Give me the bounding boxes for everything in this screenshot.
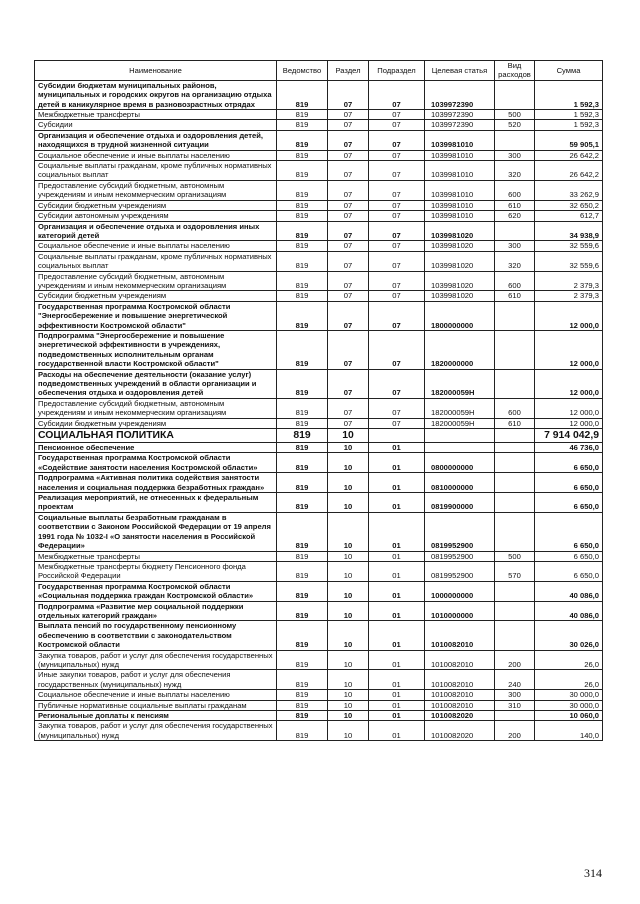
cell-target-article: 1039981010 [425,180,495,200]
table-row [35,690,603,700]
table-row [35,180,603,200]
table-row [35,670,603,690]
cell-expense-type [495,369,535,398]
cell-name: Закупка товаров, работ и услуг для обеспечения государственных (муниципальных) нужд [35,721,277,741]
cell-sum: 6 650,0 [535,453,603,473]
cell-podrazdel: 07 [369,211,425,221]
cell-podrazdel: 01 [369,711,425,721]
cell-expense-type: 200 [495,721,535,741]
cell-target-article: 1039981020 [425,251,495,271]
cell-sum: 34 938,9 [535,221,603,241]
cell-expense-type: 240 [495,670,535,690]
cell-target-article: 1800000000 [425,301,495,330]
cell-sum: 1 592,3 [535,120,603,130]
cell-ved: 819 [277,493,328,513]
table-row [35,453,603,473]
cell-ved: 819 [277,161,328,181]
cell-ved: 819 [277,429,328,443]
cell-razdel: 10 [328,621,369,650]
cell-target-article: 1010082010 [425,650,495,670]
cell-razdel: 07 [328,418,369,428]
cell-target-article: 182000059Н [425,398,495,418]
cell-sum: 32 559,6 [535,241,603,251]
cell-podrazdel: 01 [369,561,425,581]
cell-sum: 12 000,0 [535,369,603,398]
cell-podrazdel: 01 [369,551,425,561]
cell-podrazdel [369,429,425,443]
cell-target-article: 1039972390 [425,110,495,120]
table-row [35,330,603,369]
cell-name: Подпрограмма «Развитие мер социальной поддержки отдельных категорий граждан» [35,601,277,621]
cell-name: Государственная программа Костромской области «Социальная поддержка граждан Костромской области» [35,581,277,601]
cell-podrazdel: 01 [369,700,425,710]
cell-expense-type [495,453,535,473]
cell-sum: 140,0 [535,721,603,741]
cell-ved: 819 [277,330,328,369]
cell-sum: 12 000,0 [535,301,603,330]
cell-razdel: 07 [328,161,369,181]
cell-ved: 819 [277,241,328,251]
cell-name: Публичные нормативные социальные выплаты гражданам [35,700,277,710]
table-row [35,581,603,601]
cell-podrazdel: 07 [369,330,425,369]
cell-ved: 819 [277,301,328,330]
cell-podrazdel: 07 [369,120,425,130]
cell-sum: 33 262,9 [535,180,603,200]
cell-expense-type [495,429,535,443]
cell-razdel: 07 [328,150,369,160]
cell-name: Государственная программа Костромской области "Энергосбережение и повышение энергетической эффективности Костромской области" [35,301,277,330]
cell-ved: 819 [277,211,328,221]
cell-razdel: 07 [328,291,369,301]
cell-name: Социальные выплаты гражданам, кроме публичных нормативных социальных выплат [35,161,277,181]
cell-ved: 819 [277,700,328,710]
cell-podrazdel: 07 [369,291,425,301]
cell-razdel: 07 [328,369,369,398]
cell-razdel: 10 [328,512,369,551]
table-row [35,650,603,670]
cell-sum: 7 914 042,9 [535,429,603,443]
cell-expense-type [495,80,535,109]
cell-sum: 12 000,0 [535,330,603,369]
cell-ved: 819 [277,561,328,581]
cell-ved: 819 [277,130,328,150]
cell-podrazdel: 07 [369,398,425,418]
cell-target-article: 1010082020 [425,721,495,741]
table-row [35,601,603,621]
cell-razdel: 07 [328,330,369,369]
header-name: Наименование [35,61,277,81]
cell-expense-type: 600 [495,180,535,200]
cell-ved: 819 [277,711,328,721]
cell-name: Субсидии [35,120,277,130]
cell-expense-type: 570 [495,561,535,581]
cell-podrazdel: 01 [369,473,425,493]
table-row [35,241,603,251]
table-row [35,711,603,721]
cell-name: Социальные выплаты гражданам, кроме публичных нормативных социальных выплат [35,251,277,271]
cell-sum: 2 379,3 [535,291,603,301]
cell-razdel: 10 [328,429,369,443]
cell-target-article: 1010082010 [425,700,495,710]
cell-sum: 46 736,0 [535,443,603,453]
table-row [35,150,603,160]
cell-expense-type [495,601,535,621]
cell-podrazdel: 07 [369,418,425,428]
cell-ved: 819 [277,221,328,241]
cell-name: Межбюджетные трансферты [35,551,277,561]
cell-podrazdel: 07 [369,110,425,120]
cell-expense-type [495,581,535,601]
cell-expense-type [495,621,535,650]
cell-razdel: 10 [328,721,369,741]
cell-target-article: 0819952900 [425,551,495,561]
cell-expense-type [495,512,535,551]
cell-target-article: 1039981010 [425,211,495,221]
header-ved: Ведомство [277,61,328,81]
cell-expense-type [495,330,535,369]
cell-sum: 6 650,0 [535,512,603,551]
cell-sum: 6 650,0 [535,493,603,513]
cell-sum: 12 000,0 [535,398,603,418]
cell-sum: 30 000,0 [535,690,603,700]
cell-podrazdel: 07 [369,180,425,200]
cell-target-article [425,429,495,443]
cell-target-article: 1039981020 [425,291,495,301]
cell-name: Организация и обеспечение отдыха и оздоровления детей, находящихся в трудной жизненной ситуации [35,130,277,150]
cell-razdel: 07 [328,180,369,200]
cell-razdel: 07 [328,130,369,150]
cell-name: Иные закупки товаров, работ и услуг для обеспечения государственных (муниципальных) нужд [35,670,277,690]
cell-name: Расходы на обеспечение деятельности (оказание услуг) подведомственных учреждений в области организации и обеспечения отдыха и оздоровления детей [35,369,277,398]
cell-target-article: 0819900000 [425,493,495,513]
cell-name: Государственная программа Костромской области «Содействие занятости населения Костромской области» [35,453,277,473]
cell-expense-type: 610 [495,418,535,428]
cell-podrazdel: 01 [369,650,425,670]
cell-target-article: 182000059Н [425,418,495,428]
cell-ved: 819 [277,110,328,120]
cell-target-article [425,443,495,453]
cell-expense-type: 600 [495,271,535,291]
cell-expense-type: 500 [495,551,535,561]
cell-razdel: 07 [328,211,369,221]
cell-razdel: 07 [328,241,369,251]
cell-razdel: 07 [328,301,369,330]
cell-name: Предоставление субсидий бюджетным, автономным учреждениям и иным некоммерческим организациям [35,398,277,418]
cell-ved: 819 [277,271,328,291]
cell-razdel: 10 [328,690,369,700]
cell-podrazdel: 07 [369,271,425,291]
cell-podrazdel: 07 [369,200,425,210]
cell-razdel: 10 [328,453,369,473]
cell-ved: 819 [277,180,328,200]
cell-razdel: 10 [328,561,369,581]
cell-ved: 819 [277,369,328,398]
cell-ved: 819 [277,581,328,601]
cell-name: Социальное обеспечение и иные выплаты населению [35,690,277,700]
cell-podrazdel: 01 [369,493,425,513]
cell-name: Субсидии бюджетным учреждениям [35,418,277,428]
cell-podrazdel: 01 [369,621,425,650]
cell-ved: 819 [277,512,328,551]
cell-ved: 819 [277,80,328,109]
cell-name: Региональные доплаты к пенсиям [35,711,277,721]
cell-razdel: 07 [328,398,369,418]
cell-target-article: 0819952900 [425,561,495,581]
cell-razdel: 10 [328,493,369,513]
cell-sum: 30 000,0 [535,700,603,710]
cell-name: Закупка товаров, работ и услуг для обеспечения государственных (муниципальных) нужд [35,650,277,670]
cell-razdel: 07 [328,110,369,120]
cell-name: Подпрограмма «Активная политика содействия занятости населения и социальная поддержка безработных граждан» [35,473,277,493]
cell-expense-type: 300 [495,150,535,160]
cell-ved: 819 [277,601,328,621]
cell-sum: 612,7 [535,211,603,221]
cell-sum: 40 086,0 [535,601,603,621]
cell-sum: 59 905,1 [535,130,603,150]
table-row [35,700,603,710]
header-podrazdel: Подраздел [369,61,425,81]
cell-ved: 819 [277,398,328,418]
cell-expense-type: 500 [495,110,535,120]
cell-podrazdel: 01 [369,581,425,601]
table-row [35,130,603,150]
cell-expense-type: 600 [495,398,535,418]
cell-razdel: 07 [328,221,369,241]
cell-name: Подпрограмма "Энергосбережение и повышение энергетической эффективности в учреждениях, подведомственных исполнительным органам государственной власти Костромской области" [35,330,277,369]
table-row [35,291,603,301]
cell-ved: 819 [277,650,328,670]
cell-podrazdel: 01 [369,512,425,551]
header-target-article: Целевая статья [425,61,495,81]
cell-podrazdel: 01 [369,443,425,453]
cell-name: Субсидии бюджетным учреждениям [35,200,277,210]
cell-sum: 30 026,0 [535,621,603,650]
cell-target-article: 1010082020 [425,711,495,721]
table-row [35,200,603,210]
cell-podrazdel: 01 [369,721,425,741]
table-body [35,80,603,740]
cell-razdel: 07 [328,251,369,271]
table-row [35,512,603,551]
cell-name: Предоставление субсидий бюджетным, автономным учреждениям и иным некоммерческим организациям [35,180,277,200]
cell-razdel: 10 [328,473,369,493]
cell-ved: 819 [277,291,328,301]
cell-sum: 32 559,6 [535,251,603,271]
cell-expense-type [495,301,535,330]
cell-target-article: 0810000000 [425,473,495,493]
cell-target-article: 1039981010 [425,130,495,150]
cell-target-article: 1039981010 [425,200,495,210]
cell-name: Социальные выплаты безработным гражданам в соответствии с Законом Российской Федерации от 19 апреля 1991 года № 1032-I «О занятости населения в Российской Федерации» [35,512,277,551]
cell-ved: 819 [277,200,328,210]
cell-ved: 819 [277,120,328,130]
cell-ved: 819 [277,721,328,741]
table-row [35,551,603,561]
cell-name: Предоставление субсидий бюджетным, автономным учреждениям и иным некоммерческим организациям [35,271,277,291]
cell-expense-type [495,221,535,241]
cell-target-article: 0819952900 [425,512,495,551]
cell-target-article: 1820000000 [425,330,495,369]
cell-expense-type: 200 [495,650,535,670]
table-row [35,429,603,443]
cell-name: Субсидии автономным учреждениям [35,211,277,221]
cell-ved: 819 [277,418,328,428]
table-row [35,251,603,271]
table-row [35,301,603,330]
cell-podrazdel: 07 [369,241,425,251]
cell-podrazdel: 07 [369,161,425,181]
cell-target-article: 1039981020 [425,241,495,251]
cell-sum: 32 650,2 [535,200,603,210]
cell-ved: 819 [277,551,328,561]
cell-razdel: 10 [328,700,369,710]
cell-podrazdel: 07 [369,150,425,160]
cell-sum: 1 592,3 [535,80,603,109]
cell-expense-type [495,130,535,150]
page-number: 314 [584,866,602,880]
cell-razdel: 10 [328,670,369,690]
header-expense-type: Вид расходов [495,61,535,81]
cell-expense-type [495,443,535,453]
cell-razdel: 10 [328,601,369,621]
cell-target-article: 1010000000 [425,601,495,621]
table-row [35,443,603,453]
cell-ved: 819 [277,453,328,473]
table-row [35,621,603,650]
cell-expense-type: 610 [495,200,535,210]
cell-ved: 819 [277,443,328,453]
cell-target-article: 1039981020 [425,271,495,291]
cell-ved: 819 [277,621,328,650]
cell-razdel: 10 [328,650,369,670]
cell-sum: 26 642,2 [535,150,603,160]
header-razdel: Раздел [328,61,369,81]
table-row [35,473,603,493]
table-row [35,418,603,428]
cell-expense-type: 320 [495,251,535,271]
cell-target-article: 1010082010 [425,670,495,690]
cell-expense-type: 610 [495,291,535,301]
cell-name: Межбюджетные трансферты бюджету Пенсионного фонда Российской Федерации [35,561,277,581]
table-header-row [35,61,603,81]
cell-sum: 40 086,0 [535,581,603,601]
table-row [35,161,603,181]
cell-expense-type: 620 [495,211,535,221]
table-row [35,80,603,109]
cell-razdel: 10 [328,443,369,453]
cell-sum: 26,0 [535,670,603,690]
cell-expense-type: 300 [495,690,535,700]
cell-sum: 26,0 [535,650,603,670]
cell-razdel: 10 [328,551,369,561]
table-row [35,721,603,741]
cell-expense-type: 300 [495,241,535,251]
cell-ved: 819 [277,670,328,690]
cell-razdel: 10 [328,581,369,601]
cell-name: Пенсионное обеспечение [35,443,277,453]
cell-target-article: 182000059Н [425,369,495,398]
cell-name: Выплата пенсий по государственному пенсионному обеспечению в соответствии с законодательством Костромской области [35,621,277,650]
cell-razdel: 07 [328,120,369,130]
cell-sum: 10 060,0 [535,711,603,721]
cell-razdel: 10 [328,711,369,721]
cell-razdel: 07 [328,200,369,210]
cell-sum: 6 650,0 [535,551,603,561]
cell-ved: 819 [277,473,328,493]
cell-target-article: 1039981020 [425,221,495,241]
cell-name: Организация и обеспечение отдыха и оздоровления иных категорий детей [35,221,277,241]
table-row [35,369,603,398]
table-row [35,561,603,581]
cell-name: Межбюджетные трансферты [35,110,277,120]
cell-expense-type: 320 [495,161,535,181]
cell-sum: 1 592,3 [535,110,603,120]
cell-expense-type: 520 [495,120,535,130]
cell-podrazdel: 07 [369,251,425,271]
cell-razdel: 07 [328,271,369,291]
table-row [35,493,603,513]
cell-sum: 6 650,0 [535,473,603,493]
cell-podrazdel: 07 [369,130,425,150]
table-row [35,211,603,221]
cell-target-article: 1000000000 [425,581,495,601]
cell-ved: 819 [277,150,328,160]
cell-expense-type [495,711,535,721]
cell-target-article: 1039981010 [425,150,495,160]
cell-target-article: 1039981010 [425,161,495,181]
cell-sum: 26 642,2 [535,161,603,181]
cell-ved: 819 [277,690,328,700]
cell-podrazdel: 01 [369,453,425,473]
cell-name: Реализация мероприятий, не отнесенных к федеральным проектам [35,493,277,513]
cell-sum: 2 379,3 [535,271,603,291]
cell-sum: 12 000,0 [535,418,603,428]
cell-podrazdel: 07 [369,80,425,109]
header-sum: Сумма [535,61,603,81]
table-row [35,271,603,291]
cell-expense-type [495,473,535,493]
cell-target-article: 0800000000 [425,453,495,473]
cell-name: СОЦИАЛЬНАЯ ПОЛИТИКА [35,429,277,443]
budget-table [34,60,603,741]
cell-target-article: 1010082010 [425,690,495,700]
cell-name: Социальное обеспечение и иные выплаты населению [35,241,277,251]
cell-podrazdel: 07 [369,221,425,241]
cell-podrazdel: 01 [369,690,425,700]
cell-target-article: 1010082010 [425,621,495,650]
cell-target-article: 1039972390 [425,80,495,109]
cell-sum: 6 650,0 [535,561,603,581]
table-row [35,110,603,120]
cell-podrazdel: 07 [369,301,425,330]
table-row [35,398,603,418]
cell-name: Субсидии бюджетам муниципальных районов, муниципальных и городских округов на организацию отдыха детей в каникулярное время в разновозрастных отрядах [35,80,277,109]
cell-podrazdel: 01 [369,601,425,621]
cell-podrazdel: 01 [369,670,425,690]
cell-ved: 819 [277,251,328,271]
cell-razdel: 07 [328,80,369,109]
cell-name: Социальное обеспечение и иные выплаты населению [35,150,277,160]
cell-expense-type: 310 [495,700,535,710]
cell-target-article: 1039972390 [425,120,495,130]
table-row [35,120,603,130]
cell-expense-type [495,493,535,513]
table-row [35,221,603,241]
cell-name: Субсидии бюджетным учреждениям [35,291,277,301]
cell-podrazdel: 07 [369,369,425,398]
